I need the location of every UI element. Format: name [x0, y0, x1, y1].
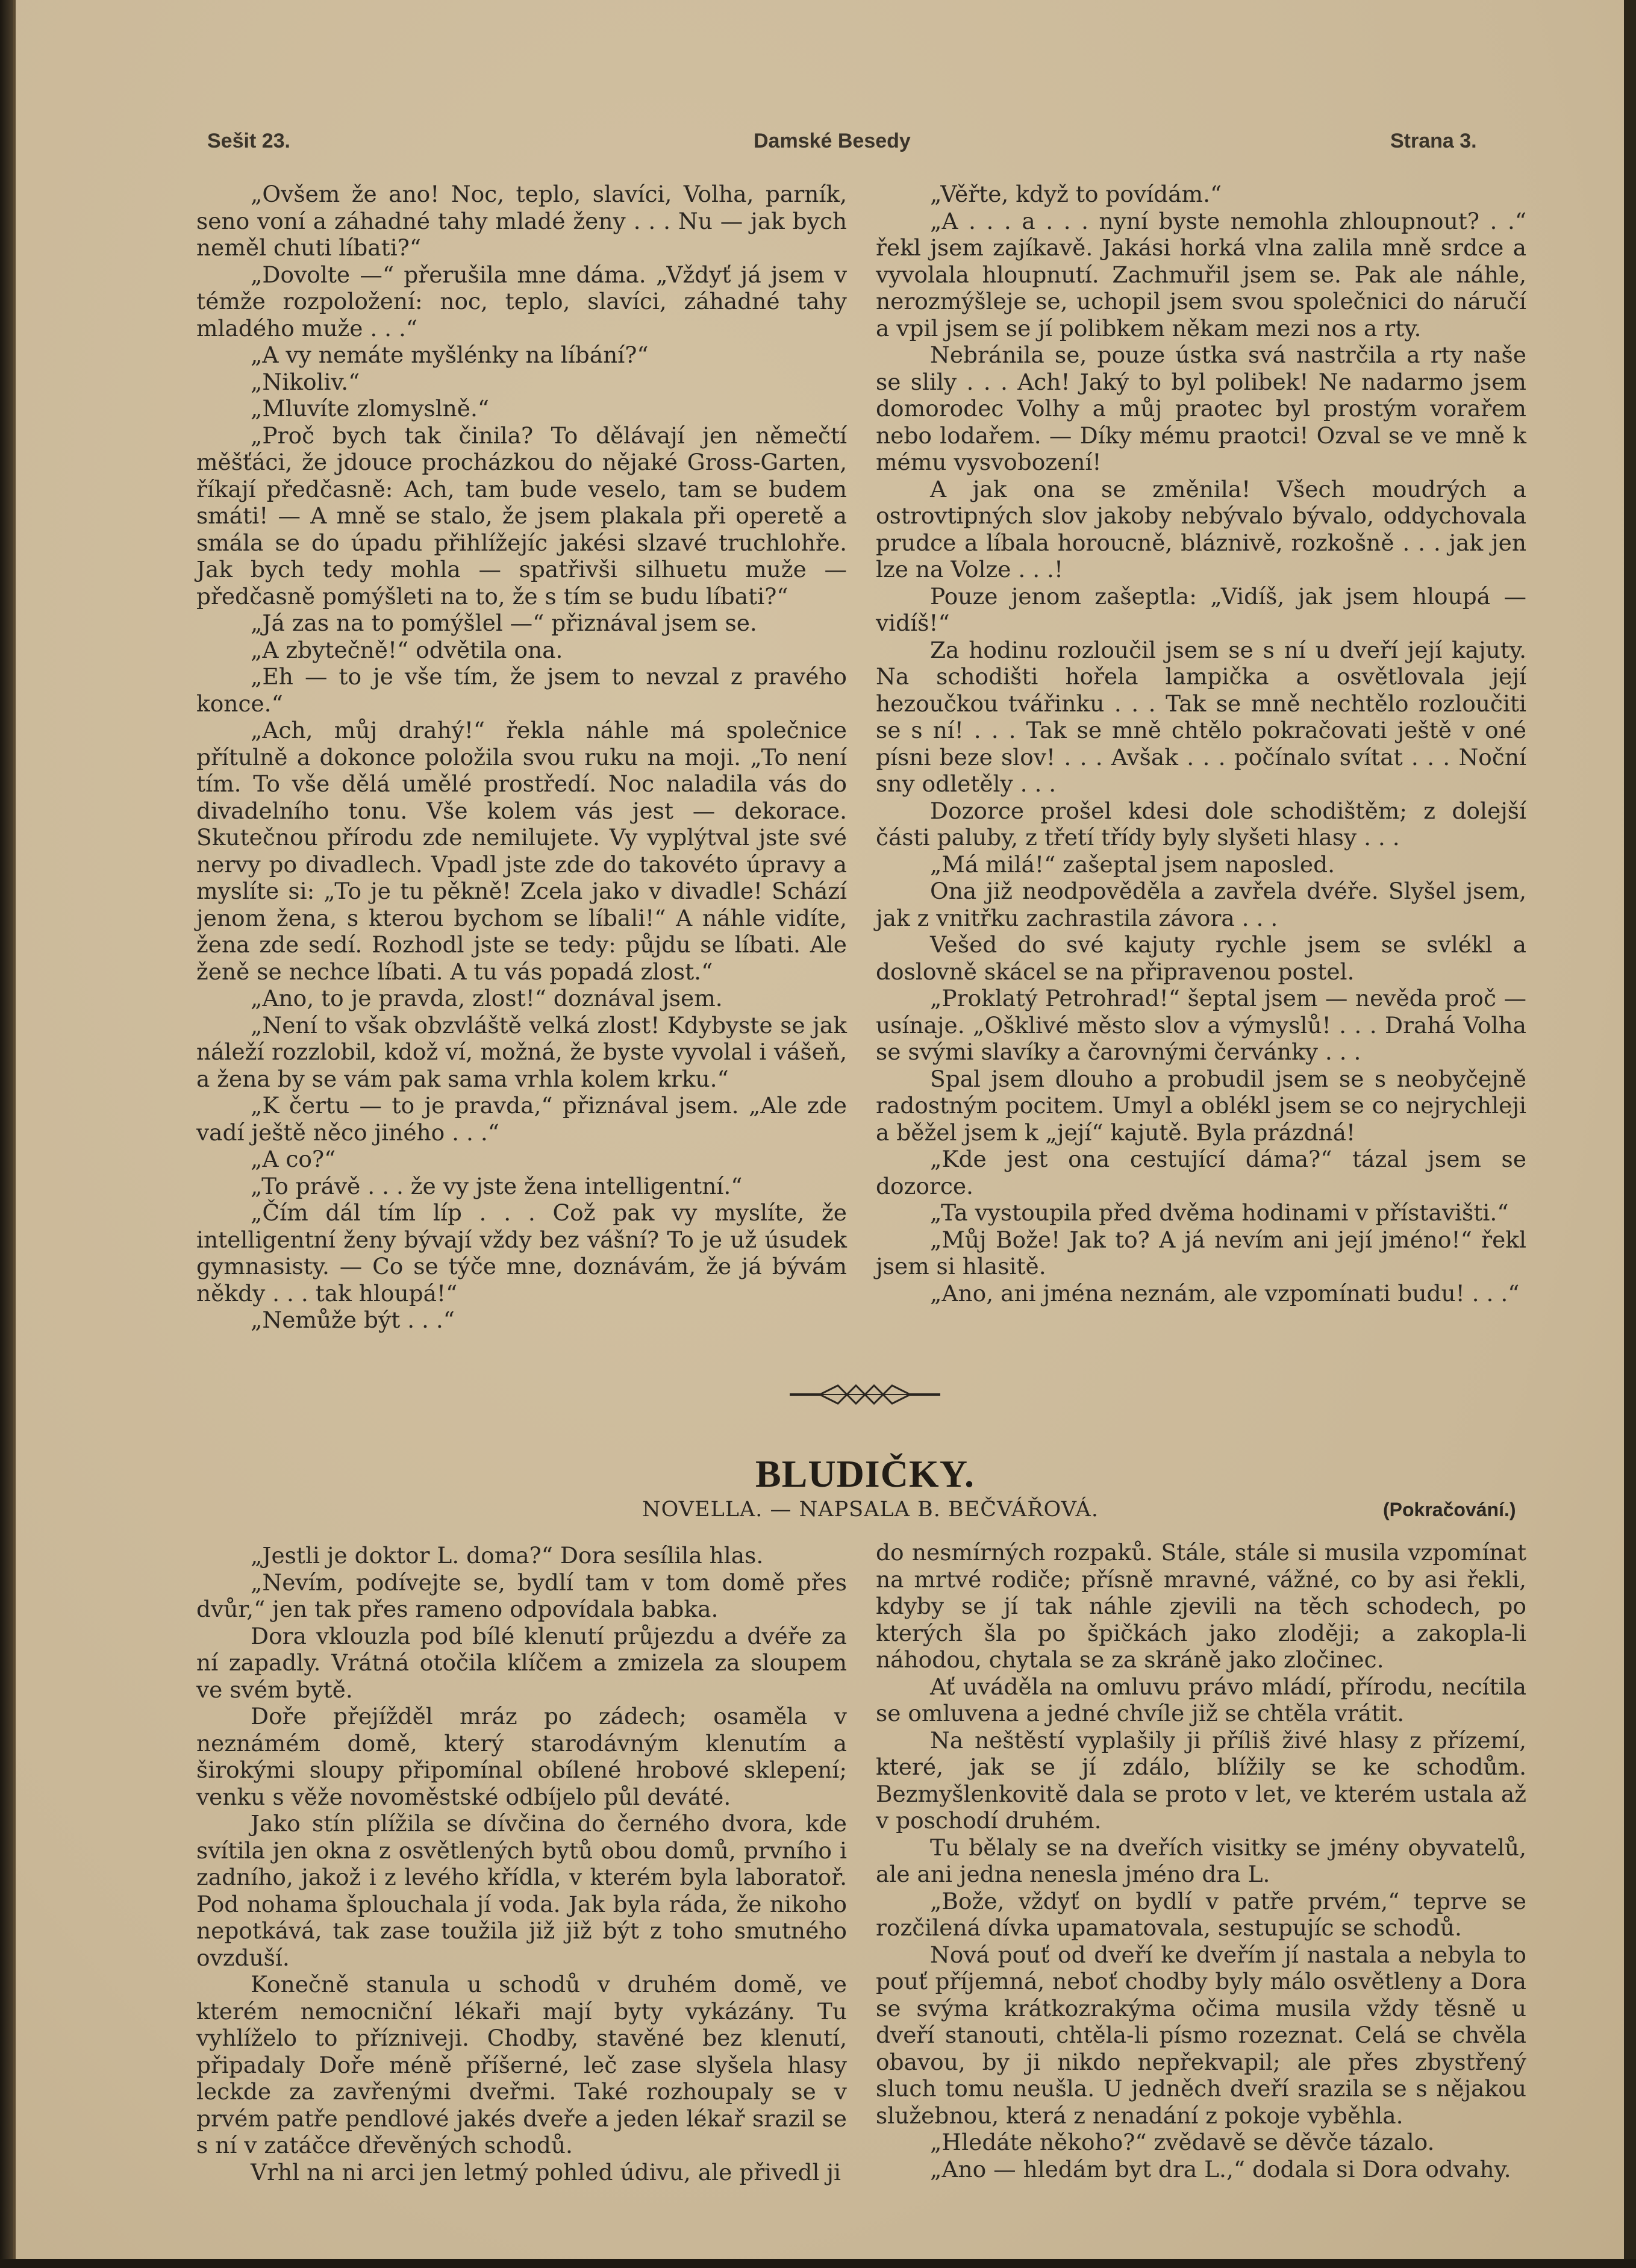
paragraph: „Není to však obzvláště velká zlost! Kdybyste se jak náleží rozzlobil, kdož ví, možná, že byste vyvolal i vášeň, a žena by se vám pak sama vrhla kolem krku.“: [196, 1011, 847, 1092]
running-header: [16, 123, 1624, 160]
page-bottom-edge: [0, 2259, 1636, 2268]
paragraph: do nesmírných rozpaků. Stále, stále si musila vzpomínat na mrtvé rodiče; přísně mravné, vážné, co by asi řekli, kdyby se jí tak náhle zjevili na těch schodech, po kterých šla po špičkách jako zloději; a zakopla-li náhodou, chytala se za skráně jako zločinec.: [876, 1539, 1526, 1673]
magazine-page: [13, 0, 1624, 2259]
story-byline: NOVELLA. — NAPSALA B. BEČVÁŘOVÁ.: [642, 1498, 1099, 1522]
paragraph: Nová pouť od dveří ke dveřím jí nastala a nebyla to pouť příjemná, neboť chodby byly málo osvětleny a Dora se svýma krátkozrakýma očima musila vždy těsně u dveří stanouti, chtěla-li písmo rozeznat. Celá se chvěla obavou, by ji nikdo nepřekvapil; ale přes zbystřený sluch tomu neušla. U jedněch dveří srazila se s nějakou služebnou, která z nenadání z pokoje vyběhla.: [876, 1941, 1526, 2129]
paragraph: „Čím dál tím líp . . . Což pak vy myslíte, že intelligentní ženy bývají vždy bez vášní? To je už úsudek gymnasisty. — Co se týče mne, doznávám, že já bývám někdy . . . tak hloupá!“: [196, 1199, 847, 1307]
column-bottom-right: [876, 1539, 1526, 2182]
book-spine: [0, 0, 13, 2268]
paragraph: Vešed do své kajuty rychle jsem se svlékl a doslovně skácel se na připravenou postel.: [876, 931, 1526, 985]
paragraph: „Ano — hledám byt dra L.,“ dodala si Dora odvahy.: [930, 2155, 1511, 2182]
paragraph: „Dovolte —“ přerušila mne dáma. „Vždyť já jsem v témže rozpoložení: noc, teplo, slavíci, záhadné tahy mladého muže . . .“: [196, 261, 847, 342]
paragraph: „Můj Bože! Jak to? A já nevím ani její jméno!“ řekl jsem si hlasitě.: [876, 1226, 1526, 1279]
ornamental-divider: [790, 1379, 940, 1410]
paragraph: „Bože, vždyť on bydlí v patře prvém,“ teprve se rozčilená dívka upamatovala, sestupujíc se schodů.: [876, 1887, 1526, 1941]
paragraph: „A . . . a . . . nyní byste nemohla zhloupnout? . .“ řekl jsem zajíkavě. Jakási horká vlna zalila mně srdce a vyvolala hloupnutí. Zachmuřil jsem se. Pak ale náhle, nerozmýšleje se, uchopil jsem svou společnici do náručí a vpil jsem se jí polibkem někam mezi nos a rty.: [876, 207, 1526, 342]
paragraph: A jak ona se změnila! Všech moudrých a ostrovtipných slov jakoby nebývalo bývalo, oddychovala prudce a líbala horoucně, bláznivě, rozkošně . . . jak jen lze na Volze . . .!: [876, 475, 1526, 583]
paragraph: „A co?“: [251, 1146, 336, 1172]
column-top-left: [196, 181, 847, 1334]
paragraph: „Nevím, podívejte se, bydlí tam v tom domě přes dvůr,“ jen tak přes rameno odpovídala babka.: [196, 1569, 847, 1622]
paragraph: „Věřte, když to povídám.“: [930, 181, 1222, 207]
paragraph: „Proklatý Petrohrad!“ šeptal jsem — nevěda proč — usínaje. „Ošklivé město slov a výmyslů! . . . Drahá Volha se svými slavíky a čarovnými červánky . . .: [876, 985, 1526, 1065]
continued-note: (Pokračování.): [1383, 1499, 1516, 1520]
issue-number: Sešit 23.: [207, 130, 290, 152]
paragraph: Konečně stanula u schodů v druhém domě, ve kterém nemocniční lékaři mají byty vykázány. Tu vyhlíželo to přízniveji. Chodby, stavěné bez klenutí, připadaly Doře méně příšerné, leč zase slyšela hlasy leckde za zavřenými dveřmi. Také rozhoupaly se v prvém patře pendlové jakés dveře a jeden lékař srazil se s ní v zatáčce dřevěných schodů.: [196, 1971, 847, 2158]
paragraph: Tu bělaly se na dveřích visitky se jmény obyvatelů, ale ani jedna nenesla jméno dra L.: [876, 1834, 1526, 1887]
paragraph: Spal jsem dlouho a probudil jsem se s neobyčejně radostným pocitem. Umyl a oblékl jsem se co nejrychleji a běžel jsem k „její“ kajutě. Byla prázdná!: [876, 1065, 1526, 1146]
paragraph: „Já zas na to pomýšlel —“ přiznával jsem se.: [251, 610, 757, 636]
paragraph: Doře přejížděl mráz po zádech; osaměla v neznámém domě, který starodávným klenutím a širokými sloupy připomínal obílené hrobové sklepení; venku s věže novoměstské odbíjelo půl deváté.: [196, 1703, 847, 1810]
paragraph: „K čertu — to je pravda,“ přiznával jsem. „Ale zde vadí ještě něco jiného . . .“: [196, 1092, 847, 1146]
paragraph: Na neštěstí vyplašily ji příliš živé hlasy z přízemí, které, jak se jí zdálo, blížily se ke schodům. Bezmyšlenkovitě dala se proto v let, ve kterém ustala až v poschodí druhém.: [876, 1726, 1526, 1834]
page-number: Strana 3.: [1390, 130, 1477, 152]
paragraph: „Jestli je doktor L. doma?“ Dora sesílila hlas.: [251, 1542, 764, 1569]
paragraph: Ona již neodpověděla a zavřela dvéře. Slyšel jsem, jak z vnitřku zachrastila závora . . .: [876, 878, 1526, 931]
paragraph: Ať uváděla na omluvu právo mládí, přírodu, necítila se omluvena a jedné chvíle již se chtěla vrátit.: [876, 1673, 1526, 1726]
paragraph: Pouze jenom zašeptla: „Vidíš, jak jsem hloupá — vidíš!“: [876, 583, 1526, 636]
paragraph: „Eh — to je vše tím, že jsem to nevzal z pravého konce.“: [196, 663, 847, 717]
paragraph: „Ovšem že ano! Noc, teplo, slavíci, Volha, parník, seno voní a záhadné tahy mladé ženy . . . Nu — jak bych neměl chuti líbati?“: [196, 181, 847, 261]
paragraph: „A vy nemáte myšlénky na líbání?“: [251, 342, 649, 368]
magazine-title: Damské Besedy: [754, 130, 911, 152]
paragraph: „Nemůže být . . .“: [251, 1307, 455, 1333]
paragraph: Nebránila se, pouze ústka svá nastrčila a rty naše se slily . . . Ach! Jaký to byl polibek! Ne nadarmo jsem domorodec Volhy a můj praotec byl prostým vorařem nebo lodařem. — Díky mému praotci! Ozval se ve mně k mému vysvobození!: [876, 342, 1526, 475]
paragraph: „Ta vystoupila před dvěma hodinami v přístavišti.“: [930, 1199, 1509, 1226]
paragraph: „Nikoliv.“: [251, 368, 360, 395]
paragraph: „Ach, můj drahý!“ řekla náhle má společnice přítulně a dokonce položila svou ruku na moji. „To není tím. To vše dělá umělé prostředí. Noc naladila vás do divadelního tonu. Vše kolem vás jest — dekorace. Skutečnou přírodu zde nemilujete. Vy vyplýtval jste své nervy po divadlech. Vpadl jste zde do takovéto úpravy a myslíte si: „To je tu pěkně! Zcela jako v divadle! Schází jenom žena, s kterou bychom se líbali!“ A náhle vidíte, žena zde sedí. Rozhodl jste se tedy: půjdu se líbati. Ale ženě se nechce líbati. A tu vás popadá zlost.“: [196, 717, 847, 985]
paragraph: Dozorce prošel kdesi dole schodištěm; z dolejší části paluby, z třetí třídy byly slyšeti hlasy . . .: [876, 797, 1526, 851]
paragraph: „Mluvíte zlomyslně.“: [251, 395, 490, 422]
paragraph: „Ano, ani jména neznám, ale vzpomínati budu! . . .“: [930, 1279, 1520, 1307]
paragraph: „Má milá!“ zašeptal jsem naposled.: [930, 851, 1335, 878]
paragraph: „A zbytečně!“ odvětila ona.: [251, 636, 563, 663]
paragraph: Jako stín plížila se dívčina do černého dvora, kde svítila jen okna z osvětlených bytů obou domů, prvního i zadního, jakož i z levého křídla, v kterém byla laboratoř. Pod nohama šplouchala jí voda. Jak byla ráda, že nikoho nepotkává, tak zase toužila již již být z toho smutného ovzduší.: [196, 1810, 847, 1971]
paragraph: Za hodinu rozloučil jsem se s ní u dveří její kajuty. Na schodišti hořela lampička a osvětlovala její hezoučkou tvářinku . . . Tak se mně nechtělo rozloučiti se s ní! . . . Tak se mně chtělo pokračovati ještě v oné písni beze slov! . . . Avšak . . . počínalo svítat . . . Noční sny odletěly . . .: [876, 636, 1526, 797]
story-title: BLUDIČKY.: [755, 1452, 975, 1495]
paragraph: Vrhl na ni arci jen letmý pohled údivu, ale přivedl ji: [251, 2158, 841, 2185]
paragraph: „To právě . . . že vy jste žena intelligentní.“: [251, 1172, 743, 1199]
paragraph: Dora vklouzla pod bílé klenutí průjezdu a dvéře za ní zapadly. Vrátná otočila klíčem a zmizela za sloupem ve svém bytě.: [196, 1622, 847, 1703]
paragraph: „Ano, to je pravda, zlost!“ doznával jsem.: [251, 985, 723, 1011]
column-top-right: [876, 181, 1526, 1307]
paragraph: „Kde jest ona cestující dáma?“ tázal jsem se dozorce.: [876, 1146, 1526, 1199]
paragraph: „Hledáte někoho?“ zvědavě se děvče tázalo.: [930, 2129, 1435, 2155]
paragraph: „Proč bych tak činila? To dělávají jen němečtí měšťáci, že jdouce procházkou do nějaké Gross-Garten, říkají předčasně: Ach, tam bude veselo, tam se budem smáti! — A mně se stalo, že jsem plakala při operetě a smála se do úpadu přihlížejíc jakési slzavé truchlohře. Jak bych tedy mohla — spatřivši silhuetu muže — předčasně pomýšleti na to, že s tím se budu líbati?“: [196, 422, 847, 610]
column-bottom-left: [196, 1542, 847, 2185]
